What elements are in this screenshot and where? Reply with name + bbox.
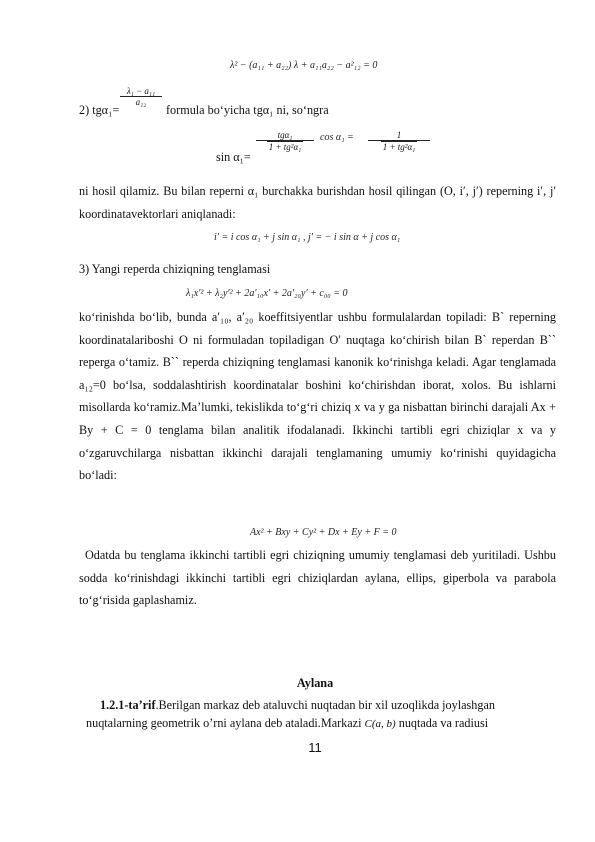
definition-line-2	[86, 716, 488, 731]
paragraph-general-equation: Odatda bu tenglama ikkinchi tartibli egri chiziqning umumiy tenglamasi deb yuritiladi. Ushbu sodda ko‘rinishdagi ikkinchi tartibli egri chiziqlardan aylana, ellips, giperbola va parabola to‘g‘risida gaplashamiz.	[79, 548, 556, 608]
step-2-label: 2) tgα₁=	[79, 103, 120, 117]
definition-text-1: .Berilgan markaz deb ataluvchi nuqtadan bir xil uzoqlikda joylashgan	[155, 698, 495, 712]
cos-fraction	[368, 130, 430, 152]
sin-denominator	[256, 141, 314, 152]
paragraph-coefficients: ko‘rinishda bo‘lib, bunda a′₁₀, a′₂₀ koeffitsiyentlar ushbu formulalardan topiladi: B` reperning koordinatalariboshi O ni formuladan topiladigan O′ nuqtaga ko‘chirish bilan B` reperdan B`` reperga o‘tamiz. B`` reperda chiziqning tenglamasi kanonik ko‘rinishga keladi. Agar tenglamada a₁₂=0 bo‘lsa, soddalashtirish koordinatalar boshini ko‘chirishdan iborat, xolos. Bu ishlarni misollarda ko‘ramiz.Ma’lumki, tekislikda to‘g‘ri chiziq x va y ga nisbattan birinchi darajali Ax + By + C = 0 tenglama bilan analitik ifodalanadi. Ikkinchi tartibli egri chiziqlar x va y o‘zgaruvchilarga nisbattan ikkinchi darajali tenglamaning umumiy ko‘rinishi quyidagicha bo‘ladi:	[79, 310, 556, 483]
definition-label: 1.2.1-ta’rif	[100, 698, 156, 712]
section-title: Aylana	[296, 676, 334, 690]
definition-text-2a: nuqtalarning geometrik o’rni aylana deb ataladi.Markazi	[86, 716, 362, 730]
definition-line-1	[100, 698, 495, 713]
center-point: C(a, b)	[364, 718, 396, 730]
step-2-text: formula bo‘yicha tgα₁ ni, so‘ngra	[166, 103, 329, 117]
definition-text-2b: nuqtada va radiusi	[398, 716, 489, 730]
sin-fraction	[256, 130, 314, 152]
cos-denominator-root: 1 + tg²α₁	[382, 142, 416, 152]
fraction-tg-alpha	[120, 86, 162, 107]
basis-vectors-equation: i′ = i cos α₁ + j sin α₁ , j′ = − i sin α + j cos α₁	[214, 232, 401, 243]
cos-denominator	[368, 141, 430, 152]
sin-denominator-root: 1 + tg²α₁	[268, 142, 302, 152]
step-3-heading: 3) Yangi reperda chiziqning tenglamasi	[79, 262, 271, 276]
fraction-numerator: λ₁ − a₁₁	[120, 86, 162, 97]
characteristic-equation: λ² − (a₁₁ + a₂₂) λ + a₁₁a₂₂ − a²₁₂ = 0	[230, 60, 378, 71]
general-second-order-equation: Ax² + Bxy + Cy² + Dx + Ey + F = 0	[250, 527, 397, 538]
sin-numerator: tgα₁	[256, 130, 314, 141]
paragraph-rotation: ni hosil qilamiz. Bu bilan reperni α₁ burchakka burishdan hosil qilingan (O, i′, j′) reperning i′, j′ koordinatavektorlari aniqlanadi:	[79, 184, 556, 221]
sin-label: sin α₁=	[216, 150, 251, 164]
cos-numerator: 1	[368, 130, 430, 141]
page-number: 11	[308, 740, 322, 755]
new-frame-equation: λ₁x′² + λ₂y′² + 2a′₁₀x′ + 2a′₂₀y′ + c₀₀ = 0	[186, 288, 348, 299]
fraction-denominator: a₁₂	[135, 97, 147, 107]
cos-label: cos α₁ =	[320, 132, 354, 143]
